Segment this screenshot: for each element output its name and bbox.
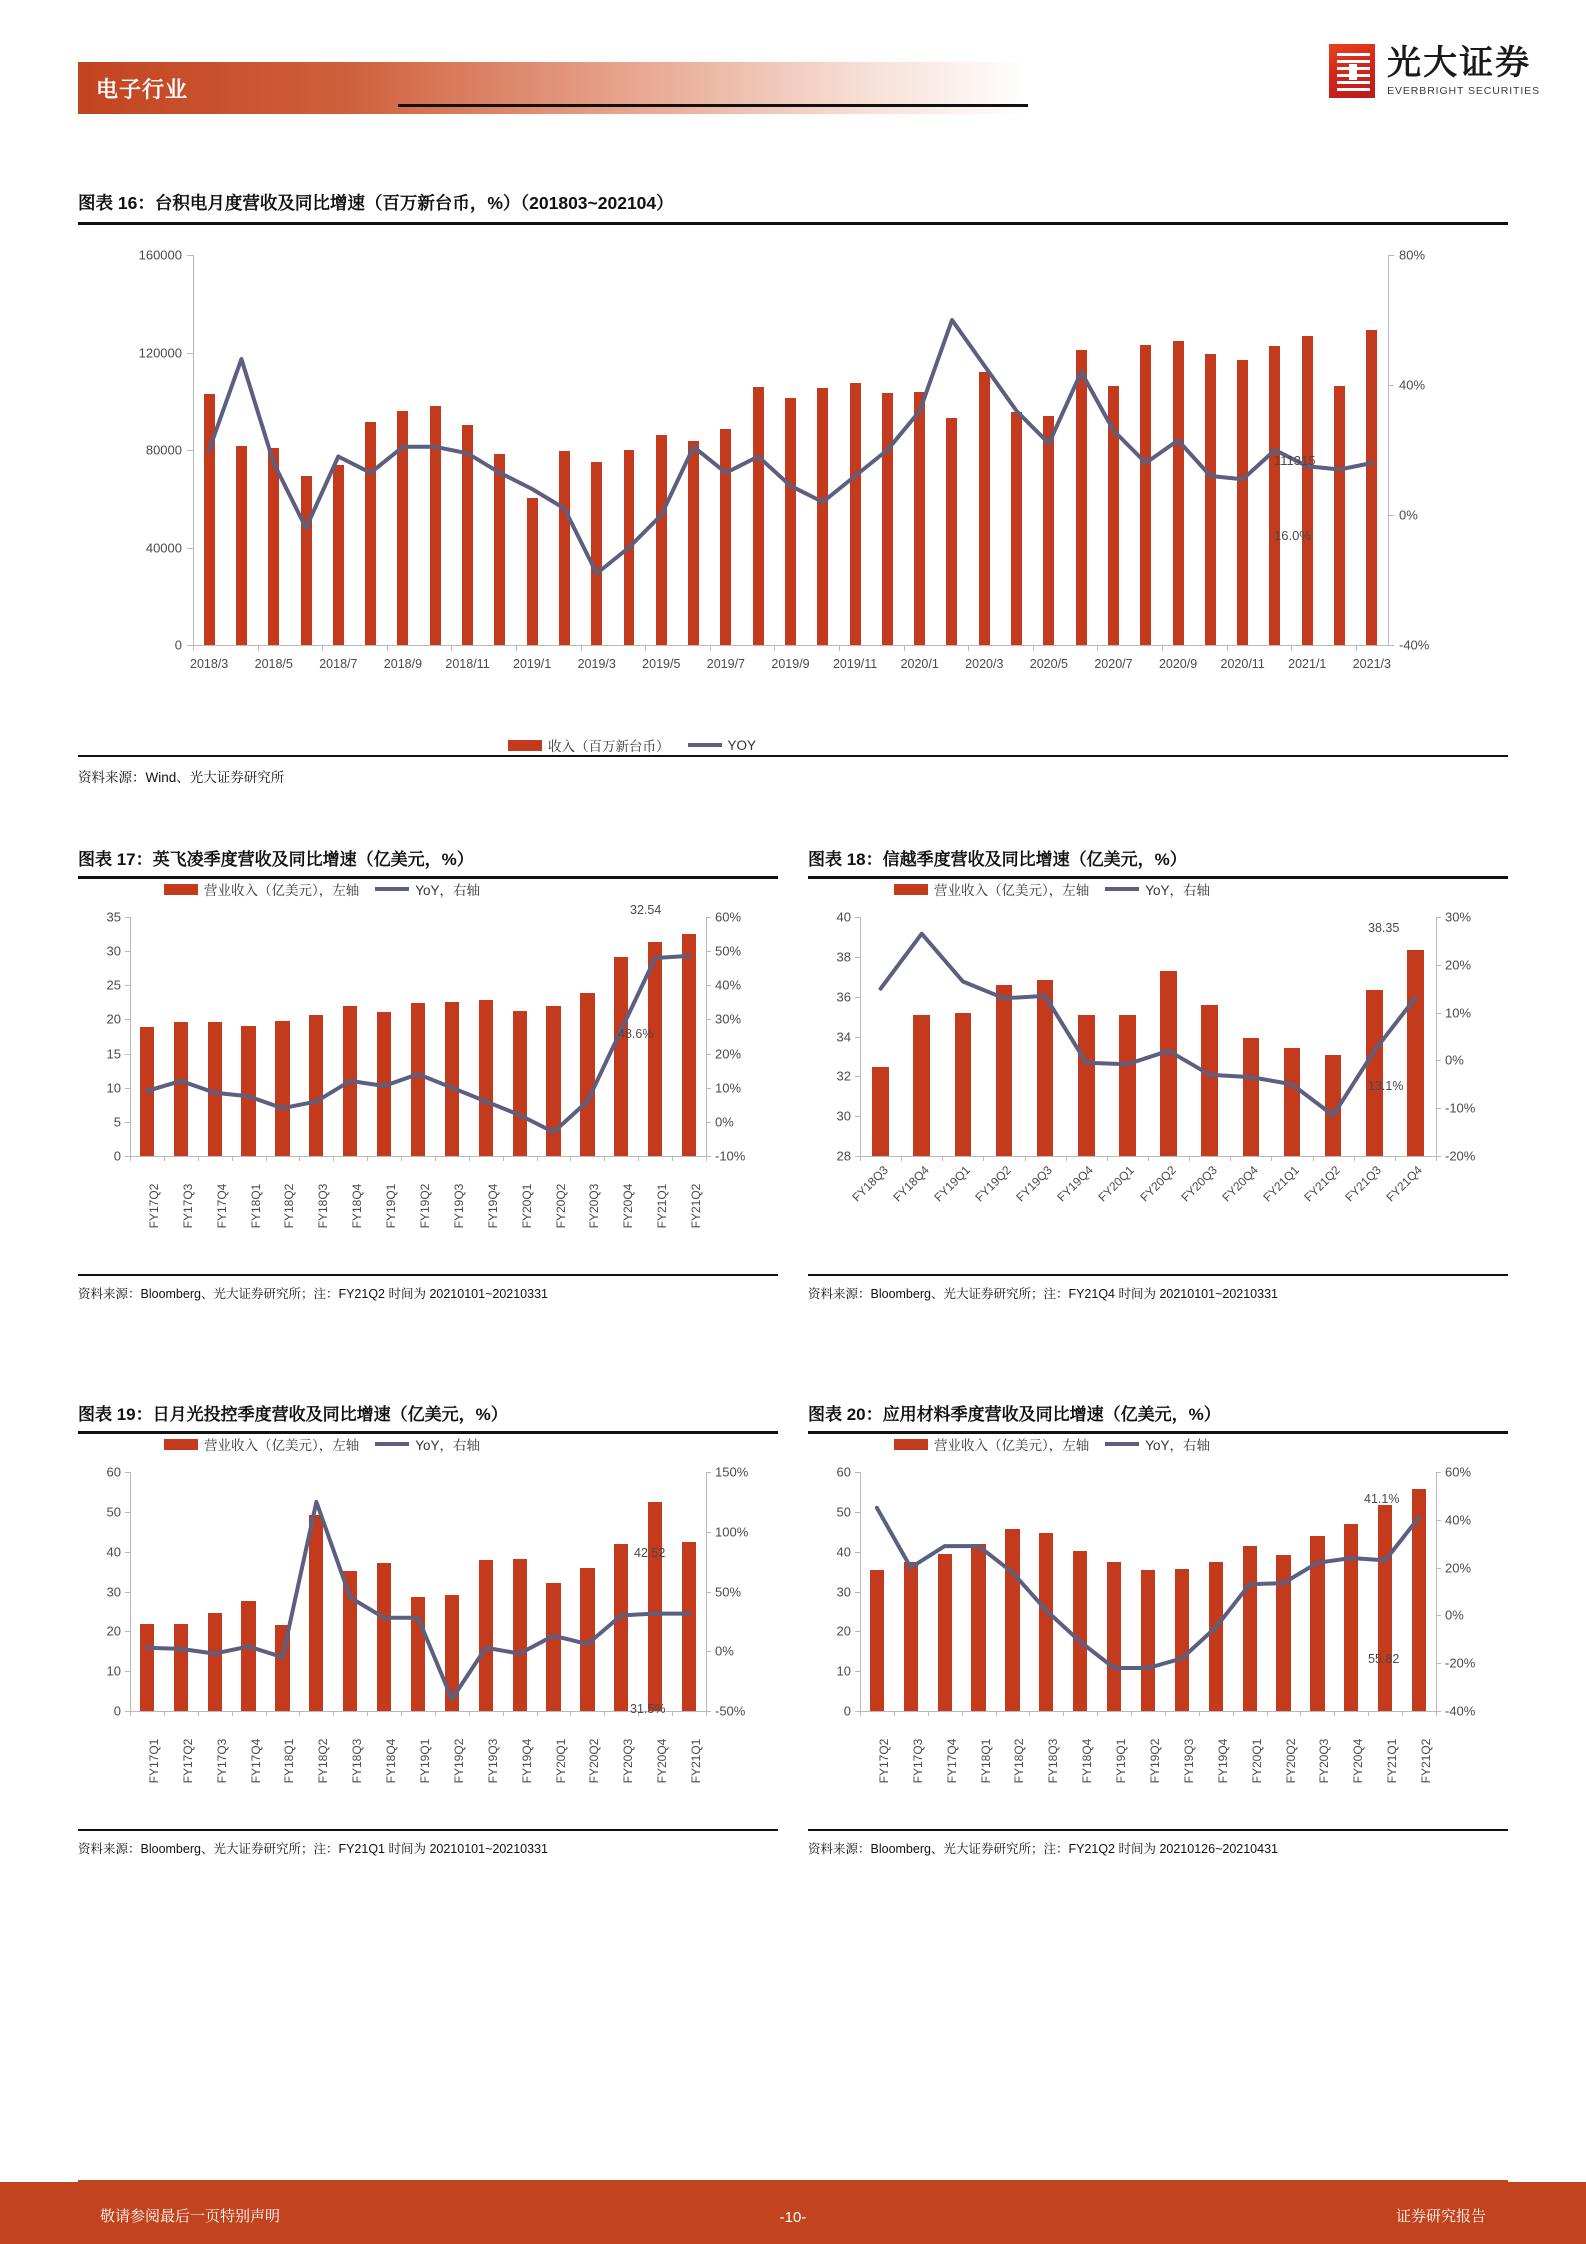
x-axis-label: FY19Q1 [384,1183,399,1229]
footer-report-type: 证券研究报告 [1395,2208,1486,2225]
x-axis-label: 2021/1 [1288,657,1327,671]
x-axis-label: 2018/11 [445,657,490,671]
x-axis-label: FY18Q3 [316,1183,331,1229]
y-axis-label-right: 30% [715,1011,742,1027]
x-axis-label: 2018/3 [190,657,229,671]
figure-19-rule-bottom [78,1829,778,1831]
x-axis-label: 2019/1 [512,657,552,671]
y-axis-label-left: 34 [836,1029,851,1044]
figure-17-rule-bottom [78,1274,778,1276]
y-axis-label-left: 5 [113,1114,121,1130]
x-axis-label: FY20Q4 [621,1183,636,1229]
yoy-line-series [78,879,778,1274]
x-axis-label: FY20Q1 [553,1738,568,1784]
x-axis-label: FY20Q3 [1178,1163,1220,1205]
y-axis-label-left: 0 [174,637,182,653]
y-axis-label-left: 40 [106,1544,121,1560]
x-axis-label: FY18Q3 [848,1163,891,1205]
y-axis-label-left: 10 [106,1663,121,1679]
y-axis-label-right: 30% [1445,909,1472,925]
y-axis-label-right: 150% [715,1464,749,1480]
y-axis-label-right: 40% [1399,377,1426,393]
x-axis-label: FY17Q3 [910,1738,925,1784]
x-axis-label: FY19Q3 [485,1738,500,1784]
y-axis-label-left: 120000 [138,345,182,360]
chart-area [78,1434,778,1829]
y-axis-label-left: 10 [836,1663,851,1679]
figure-17-title: 图表 17：英飞凌季度营收及同比增速（亿美元，%） [78,850,474,869]
legend-label-yoy: YoY，右轴 [415,1438,481,1453]
figure-18-rule-bottom [808,1274,1508,1276]
figure-17-source: 资料来源：Bloomberg、光大证券研究所；注：FY21Q2 时间为 20210101~20210331 [78,1287,548,1301]
x-axis-label: FY18Q2 [316,1738,331,1784]
y-axis-label-right: 20% [1445,1560,1472,1576]
x-axis-label: FY20Q3 [587,1183,602,1229]
y-axis-label-right: 10% [1445,1005,1472,1021]
x-axis-label: 2021/3 [1352,657,1391,671]
x-axis-label: FY18Q1 [978,1738,993,1784]
y-axis-label-right: -40% [1399,637,1430,653]
x-axis-label: FY20Q1 [1249,1738,1264,1784]
chart-area [808,879,1508,1274]
y-axis-label-right: 0% [1445,1052,1464,1068]
figure-18-plot [808,879,1508,1274]
y-axis-label-left: 0 [113,1148,121,1164]
x-axis-label: FY20Q4 [655,1738,670,1784]
x-axis-label: FY19Q4 [1054,1163,1097,1205]
x-axis-label: 2020/3 [965,657,1004,671]
y-axis-label-right: 80% [1399,247,1426,263]
x-axis-label: FY17Q2 [146,1183,161,1229]
yoy-value-label: 13.1% [1368,1079,1404,1093]
y-axis-label-right: -40% [1445,1703,1476,1719]
x-axis-label: FY17Q4 [944,1738,959,1784]
x-axis-label: FY17Q1 [146,1738,161,1784]
y-axis-label-left: 25 [106,977,121,993]
x-axis-label: 2019/3 [577,657,616,671]
y-axis-label-left: 40 [836,909,851,925]
x-axis-label: FY20Q1 [519,1183,534,1229]
bar-value-label: 55.82 [1368,1652,1400,1666]
bar-value-label: 32.54 [630,903,662,917]
legend-label-yoy: YOY [727,737,757,753]
x-axis-label: 2020/1 [900,657,939,671]
figure-16-source: 资料来源：Wind、光大证券研究所 [78,770,285,785]
x-axis-label: FY17Q4 [214,1183,229,1229]
y-axis-label-right: 0% [1445,1607,1464,1623]
x-axis-label: 2019/7 [706,657,746,671]
x-axis-label: FY20Q4 [1351,1738,1366,1784]
x-axis-label: FY19Q2 [1148,1738,1162,1784]
x-axis-label: FY17Q3 [180,1183,195,1229]
y-axis-label-right: -10% [715,1148,746,1164]
x-axis-label: FY17Q3 [214,1738,229,1784]
y-axis-label-right: 10% [715,1080,742,1096]
logo-name-en: EVERBRIGHT SECURITIES [1387,85,1540,97]
x-axis-label: FY19Q4 [1215,1738,1230,1784]
y-axis-label-left: 30 [106,943,121,959]
x-axis-label: 2019/5 [642,657,681,671]
x-axis-label: FY18Q1 [248,1183,263,1229]
x-axis-label: FY20Q2 [1283,1738,1298,1784]
x-axis-label: FY21Q3 [1342,1163,1385,1205]
x-axis-label: FY17Q2 [180,1738,195,1784]
x-axis-label: FY20Q1 [1095,1163,1138,1205]
x-axis-label: FY19Q2 [418,1183,432,1229]
everbright-logo-icon [1329,44,1375,98]
x-axis-label: FY18Q4 [890,1163,932,1205]
x-axis-label: FY21Q2 [689,1183,704,1229]
chart-area [78,225,1508,755]
legend-label-revenue: 营业收入（亿美元），左轴 [204,883,360,898]
yoy-line-series [808,879,1508,1274]
x-axis-label: FY19Q4 [485,1183,500,1229]
y-axis-label-left: 0 [113,1703,121,1719]
y-axis-label-left: 40 [836,1544,851,1560]
figure-19-plot [78,1434,778,1829]
y-axis-label-right: 20% [1445,957,1472,973]
x-axis-label: FY21Q1 [689,1738,704,1784]
y-axis-label-left: 32 [836,1068,851,1084]
industry-label: 电子行业 [96,77,189,102]
y-axis-label-right: 20% [715,1046,742,1062]
y-axis-label-left: 80000 [145,442,182,458]
yoy-line-series [808,1434,1508,1829]
x-axis-label: FY20Q3 [621,1738,636,1784]
x-axis-label: FY20Q4 [1219,1163,1261,1205]
figure-20 [808,1400,1508,1857]
y-axis-label-right: 60% [715,909,742,925]
x-axis-label: FY18Q4 [350,1183,365,1229]
y-axis-label-left: 20 [106,1011,121,1027]
y-axis-label-left: 160000 [138,247,182,263]
x-axis-label: FY18Q2 [282,1183,297,1229]
y-axis-label-left: 36 [836,989,851,1005]
figure-20-source: 资料来源：Bloomberg、光大证券研究所；注：FY21Q2 时间为 20210126~20210431 [808,1842,1278,1856]
yoy-line-series [78,1434,778,1829]
y-axis-label-left: 30 [836,1584,851,1599]
y-axis-label-left: 40000 [145,540,182,555]
figure-20-plot [808,1434,1508,1829]
x-axis-label: FY19Q1 [931,1163,973,1205]
y-axis-label-right: -20% [1445,1655,1476,1671]
x-axis-label: FY19Q3 [1013,1163,1056,1205]
x-axis-label: 2018/7 [319,657,358,671]
x-axis-label: FY17Q2 [876,1738,891,1784]
figure-20-title: 图表 20：应用材料季度营收及同比增速（亿美元，%） [808,1405,1221,1424]
y-axis-label-right: -20% [1445,1148,1476,1164]
figure-16-title: 图表 16：台积电月度营收及同比增速（百万新台币，%）（201803~202104） [78,193,674,213]
y-axis-label-left: 10 [106,1080,121,1096]
x-axis-label: 2020/11 [1220,657,1265,671]
figure-20-rule-bottom [808,1829,1508,1831]
x-axis-label: FY21Q4 [1383,1163,1426,1205]
x-axis-label: FY19Q3 [451,1183,466,1229]
y-axis-label-left: 50 [836,1504,851,1520]
legend-label-yoy: YoY，右轴 [415,883,481,898]
x-axis-label: FY17Q4 [248,1738,263,1784]
x-axis-label: FY21Q1 [1260,1163,1302,1205]
y-axis-label-right: 50% [715,1584,742,1599]
x-axis-label: FY18Q3 [350,1738,365,1784]
figure-18-source: 资料来源：Bloomberg、光大证券研究所；注：FY21Q4 时间为 20210101~20210331 [808,1287,1278,1301]
figure-17 [78,845,778,1302]
x-axis-label: FY19Q2 [451,1738,466,1784]
x-axis-label: FY18Q2 [1012,1738,1027,1784]
y-axis-label-left: 15 [106,1046,121,1062]
x-axis-label: FY19Q4 [519,1738,534,1784]
y-axis-label-left: 50 [106,1504,121,1520]
footer-page-number: -10- [779,2209,807,2226]
chart-area [78,879,778,1274]
y-axis-label-right: 0% [1399,507,1418,523]
y-axis-label-left: 60 [106,1464,121,1480]
x-axis-label: FY19Q2 [972,1163,1014,1205]
y-axis-label-right: 60% [1445,1464,1472,1480]
yoy-line-series [78,225,1508,755]
yoy-value-label: 16.0% [1274,528,1311,543]
x-axis-label: FY19Q3 [1181,1738,1196,1784]
footer-disclaimer: 敬请参阅最后一页特别声明 [100,2208,281,2225]
x-axis-label: 2020/5 [1029,657,1068,671]
legend-label-yoy: YoY，右轴 [1145,883,1211,898]
x-axis-label: FY20Q2 [587,1738,602,1784]
page-header [0,0,1586,160]
figure-16-plot [78,225,1508,755]
legend-label-revenue: 收入（百万新台币） [548,739,670,754]
x-axis-label: 2020/7 [1094,657,1133,671]
x-axis-label: 2018/9 [383,657,423,671]
x-axis-label: FY18Q3 [1046,1738,1061,1784]
x-axis-label: FY18Q1 [282,1738,297,1784]
y-axis-label-left: 20 [106,1623,121,1639]
figure-19-source: 资料来源：Bloomberg、光大证券研究所；注：FY21Q1 时间为 20210101~20210331 [78,1842,548,1856]
bar-value-label: 42.52 [634,1546,666,1560]
figure-17-plot [78,879,778,1274]
yoy-value-label: 31.5% [630,1702,666,1716]
x-axis-label: FY20Q2 [1136,1163,1179,1205]
yoy-value-label: 41.1% [1364,1492,1400,1506]
y-axis-label-right: 50% [715,943,742,959]
x-axis-label: FY20Q3 [1317,1738,1332,1784]
x-axis-label: 2018/5 [254,657,293,671]
y-axis-label-right: -50% [715,1703,746,1719]
y-axis-label-right: 0% [715,1643,734,1659]
x-axis-label: FY18Q4 [1080,1738,1095,1784]
x-axis-label: 2019/11 [832,657,878,671]
x-axis-label: FY21Q1 [655,1183,670,1229]
bar-value-label: 111315 [1274,453,1316,468]
figure-16 [78,190,1508,786]
figure-16-rule-bottom [78,755,1508,757]
legend-label-yoy: YoY，右轴 [1145,1438,1211,1453]
header-rule [398,104,1028,107]
y-axis-label-left: 30 [836,1108,851,1124]
figure-18-title: 图表 18：信越季度营收及同比增速（亿美元，%） [808,850,1187,869]
x-axis-label: FY18Q4 [384,1738,399,1784]
chart-area [808,1434,1508,1829]
logo-text [1387,44,1540,97]
y-axis-label-left: 28 [836,1148,851,1164]
page-footer [0,2182,1586,2244]
yoy-value-label: 48.6% [618,1027,654,1041]
x-axis-label: FY19Q1 [1114,1738,1129,1784]
x-axis-label: FY21Q2 [1419,1738,1434,1784]
logo-name-cn: 光大证券 [1387,44,1532,82]
x-axis-label: FY19Q1 [418,1738,432,1784]
y-axis-label-right: -10% [1445,1100,1476,1116]
y-axis-label-left: 0 [843,1703,851,1719]
figure-19 [78,1400,778,1857]
legend-label-revenue: 营业收入（亿美元），左轴 [934,1438,1090,1453]
brand-logo [1329,44,1540,106]
y-axis-label-left: 35 [106,909,121,925]
x-axis-label: 2020/9 [1158,657,1198,671]
y-axis-label-right: 0% [715,1114,734,1130]
y-axis-label-right: 100% [715,1524,749,1540]
y-axis-label-left: 60 [836,1464,851,1480]
y-axis-label-right: 40% [715,977,742,993]
bar-value-label: 38.35 [1368,921,1400,935]
y-axis-label-left: 38 [836,949,851,965]
legend-label-revenue: 营业收入（亿美元），左轴 [934,883,1090,898]
y-axis-label-left: 20 [836,1623,851,1639]
x-axis-label: FY20Q2 [553,1183,568,1229]
x-axis-label: 2019/9 [771,657,810,671]
legend-label-revenue: 营业收入（亿美元），左轴 [204,1438,360,1453]
x-axis-label: FY21Q1 [1385,1738,1400,1784]
y-axis-label-left: 30 [106,1584,121,1599]
x-axis-label: FY21Q2 [1301,1163,1344,1205]
figure-18 [808,845,1508,1302]
y-axis-label-right: 40% [1445,1512,1472,1528]
figure-19-title: 图表 19：日月光投控季度营收及同比增速（亿美元，%） [78,1405,508,1424]
